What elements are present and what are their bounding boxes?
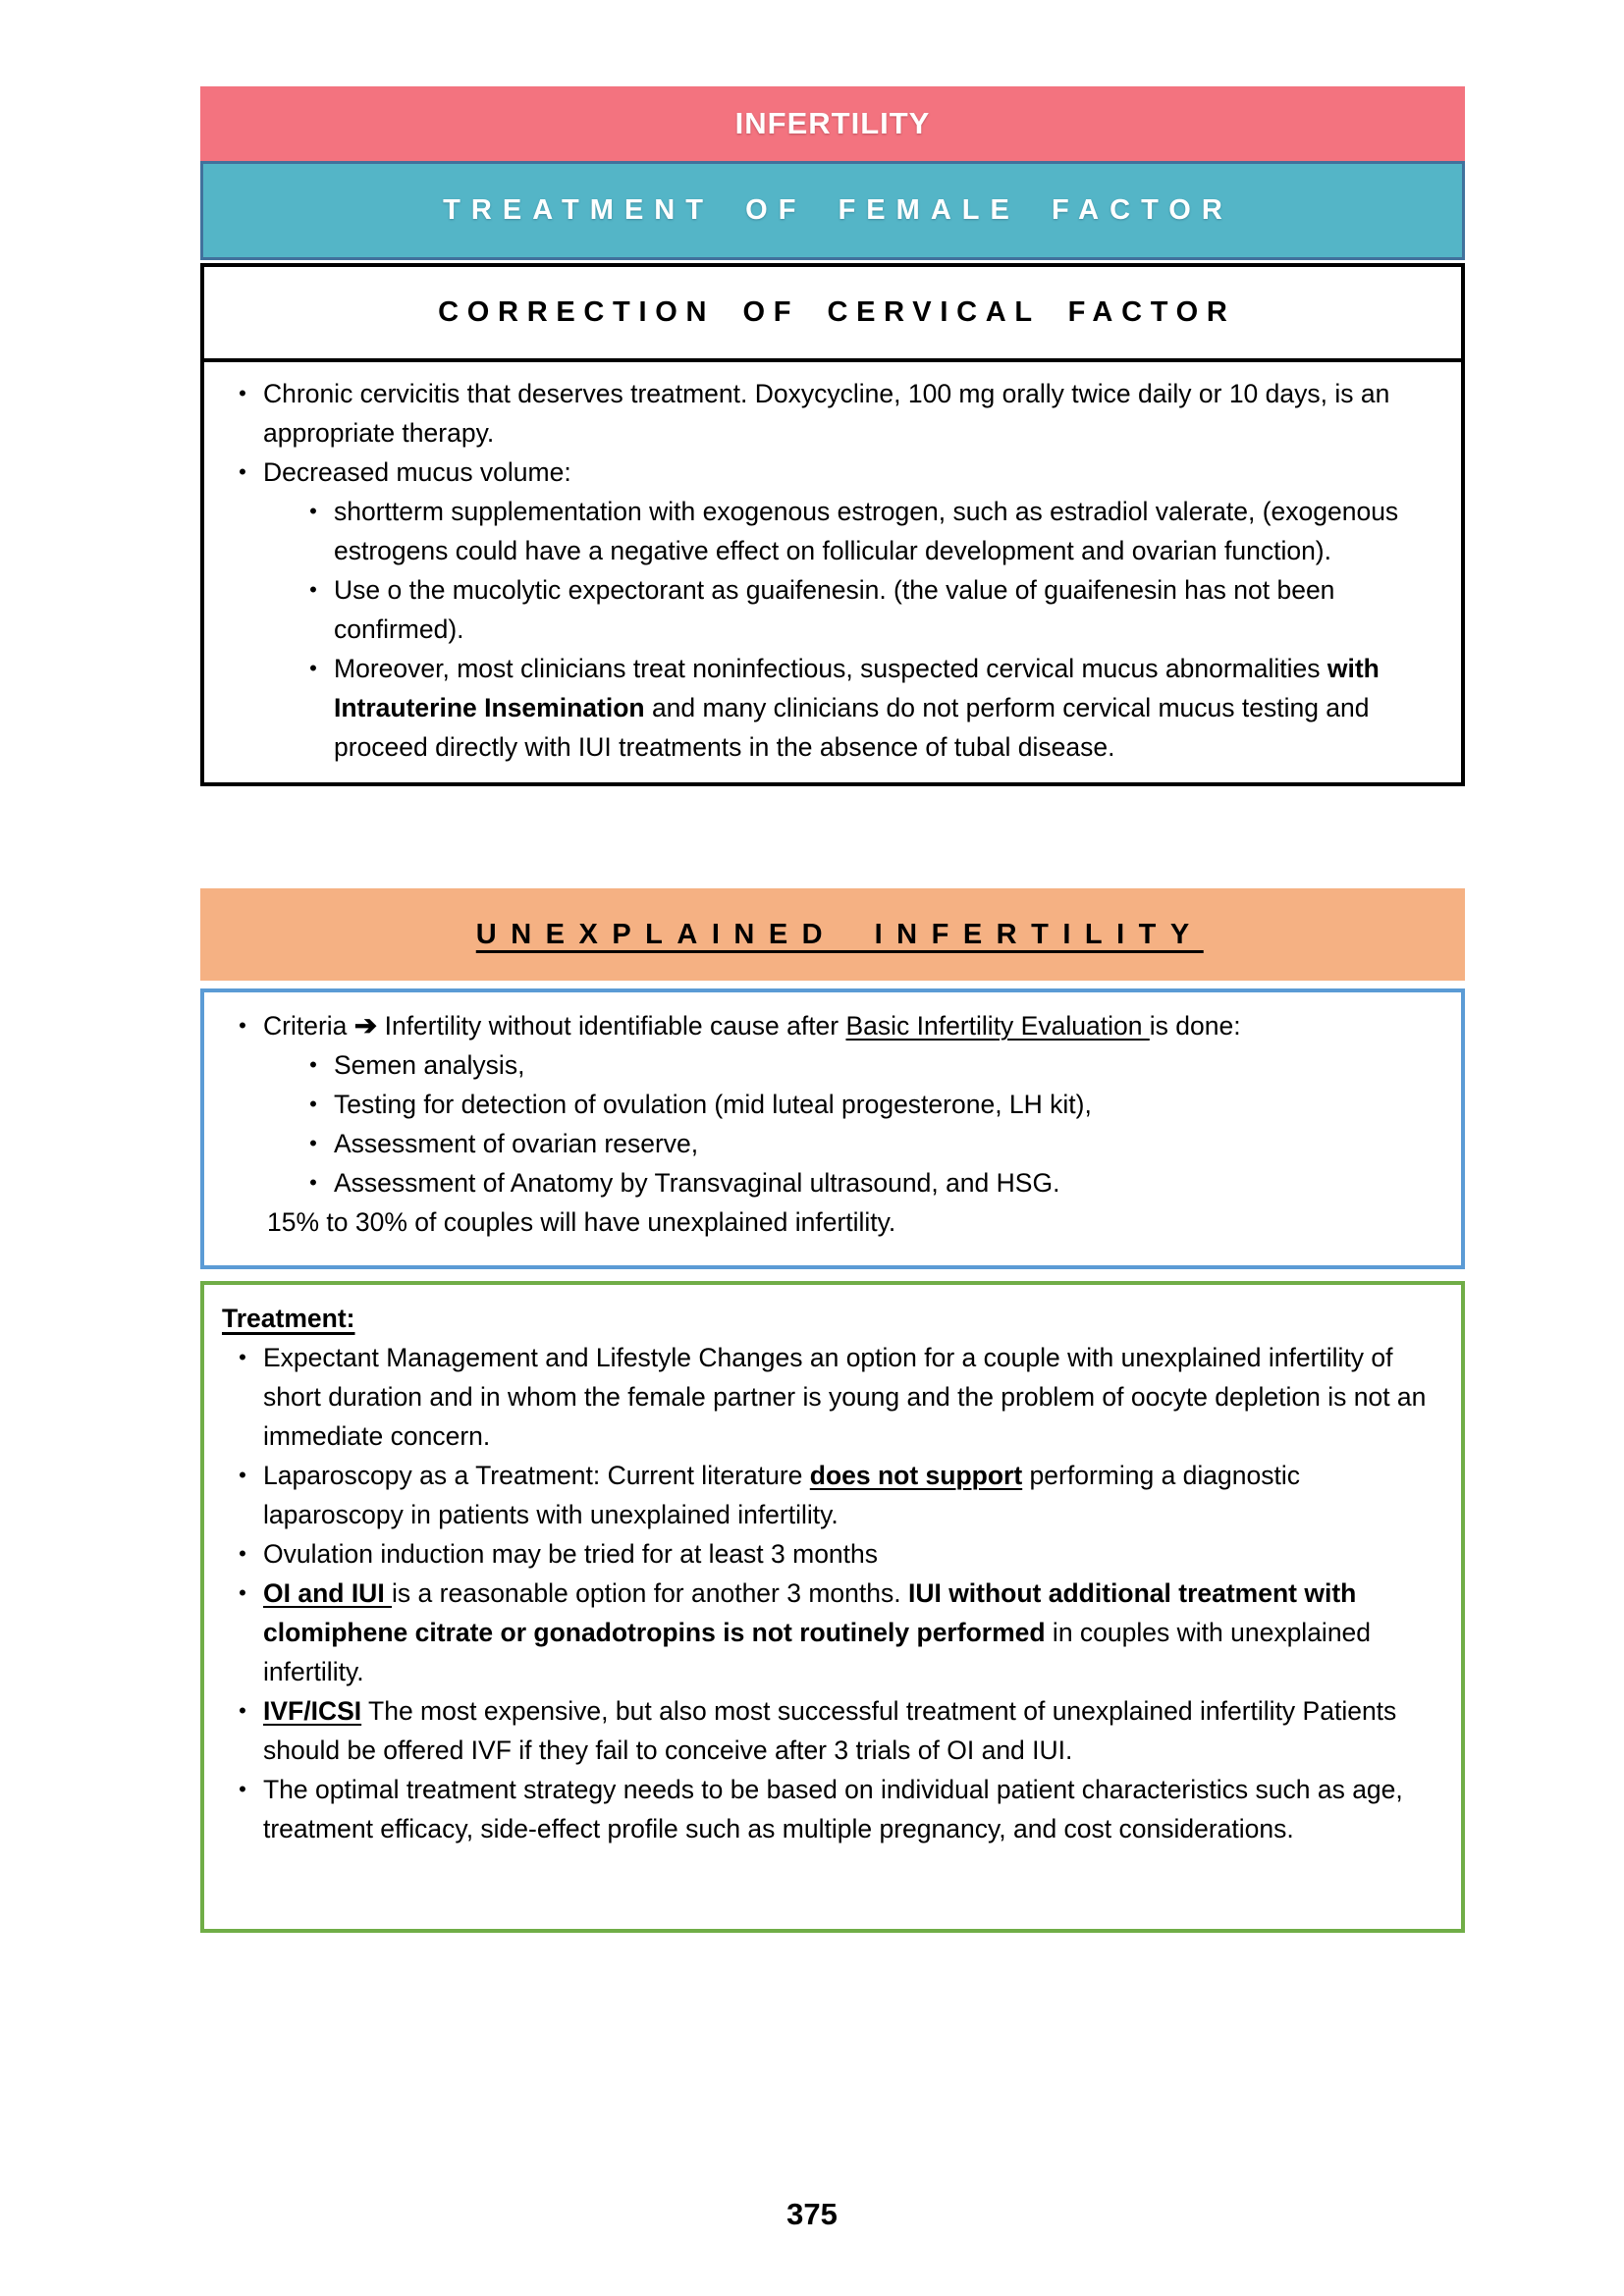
bullet-item-laparoscopy [222,1456,1435,1534]
text-run: is a reasonable option for another 3 months. [392,1578,908,1608]
bullet-icon: • [309,1052,317,1077]
bullet-icon: • [239,1541,246,1566]
text-run: Infertility without identifiable cause after [377,1011,846,1041]
page-number: 375 [786,2197,838,2231]
banner-treatment-of-female-factor [200,161,1465,260]
text-run-bold-underline: OI and IUI [263,1578,393,1608]
text-run: Laparoscopy as a Treatment: Current literature [263,1461,810,1490]
bullet-text: Testing for detection of ovulation (mid luteal progesterone, LH kit), [334,1090,1092,1119]
banner-unexplained-infertility [200,888,1465,981]
bullet-item-expectant-management [222,1338,1435,1456]
text-run: in couples with unexplained infertility. [263,1618,1372,1686]
bullet-item-semen-analysis [293,1045,1435,1085]
banner-unexplained-infertility-label: UNEXPLAINED INFERTILITY [475,918,1204,950]
criteria-note: 15% to 30% of couples will have unexplained infertility. [267,1207,896,1237]
bullet-icon: • [239,381,246,405]
bullet-item-ovarian-reserve [293,1124,1435,1163]
bullet-text: The optimal treatment strategy needs to be based on individual patient characteristics such as age, treatment efficacy, side-effect profile such as multiple pregnancy, and cost considerations. [263,1775,1403,1843]
bullet-item-ovulation-testing [293,1085,1435,1124]
bullet-icon: • [309,656,317,680]
text-run-bold: IUI without additional treatment with clomiphene citrate or gonadotropins is not routinely performed [263,1578,1357,1647]
bullet-text: Ovulation induction may be tried for at least 3 months [263,1539,879,1569]
section-cervical-content [204,362,1461,782]
text-run-bold: with Intrauterine Insemination [334,654,1380,722]
bullet-item-ivf-icsi [222,1691,1435,1770]
bullet-item-shortterm-estrogen [293,492,1435,570]
section-cervical-title-row [204,267,1461,362]
bullet-item-optimal-strategy [222,1770,1435,1848]
bullet-item-moreover-iui [293,649,1435,767]
bullet-item-mucolytic-guaifenesin [293,570,1435,649]
bullet-icon: • [309,577,317,602]
text-run: is done: [1149,1011,1241,1041]
section-cervical-title: CORRECTION OF CERVICAL FACTOR [438,296,1236,328]
text-run: and many clinicians do not perform cervical mucus testing and proceed directly with IUI treatments in the absence of tubal disease. [334,693,1370,762]
bullet-text [263,1691,1435,1770]
text-run-bold-underline: does not support [809,1461,1023,1490]
bullet-item-ovulation-induction [222,1534,1435,1574]
text-run-underline: Basic Infertility Evaluation [845,1011,1150,1041]
banner-infertility [200,86,1465,161]
bullet-text: Chronic cervicitis that deserves treatment. Doxycycline, 100 mg orally twice daily or 10 days, is an appropriate therapy. [263,379,1390,448]
bullet-icon: • [239,1777,246,1801]
text-run: Criteria [263,1011,354,1041]
text-run: performing a diagnostic laparoscopy in patients with unexplained infertility. [263,1461,1301,1529]
bullet-text [263,1006,1435,1045]
text-run: The most expensive, but also most successful treatment of unexplained infertility Patients should be offered IVF if they fail to conceive after 3 trials of OI and IUI. [263,1696,1397,1765]
bullet-text: Decreased mucus volume: [263,457,571,487]
banner-treatment-of-female-factor-label: TREATMENT OF FEMALE FACTOR [443,194,1233,226]
bullet-text [263,1574,1435,1691]
treatment-heading: Treatment: [222,1304,355,1333]
section-treatment [200,1281,1465,1933]
bullet-icon: • [239,1463,246,1487]
bullet-icon: • [239,1345,246,1369]
bullet-item-decreased-mucus [222,453,1435,492]
bullet-icon: • [239,1580,246,1605]
bullet-item-criteria [222,1006,1435,1045]
bullet-icon: • [309,1170,317,1195]
bullet-icon: • [239,459,246,484]
bullet-text: Assessment of ovarian reserve, [334,1129,699,1158]
bullet-item-chronic-cervicitis [222,374,1435,453]
bullet-icon: • [309,1131,317,1155]
section-cervical-factor [200,263,1465,786]
banner-infertility-label: INFERTILITY [734,106,931,140]
bullet-text: Semen analysis, [334,1050,525,1080]
bullet-item-oi-and-iui [222,1574,1435,1691]
bullet-item-anatomy-assessment [293,1163,1435,1202]
bullet-text: shortterm supplementation with exogenous estrogen, such as estradiol valerate, (exogenous estrogens could have a negative effect on follicular development and ovarian function). [334,497,1399,565]
bullet-icon: • [239,1013,246,1038]
bullet-icon: • [309,1092,317,1116]
right-arrow-icon: ➔ [353,1010,378,1041]
bullet-icon: • [309,499,317,523]
text-run-bold-underline: IVF/ICSI [263,1696,362,1726]
bullet-text: Assessment of Anatomy by Transvaginal ultrasound, and HSG. [334,1168,1060,1198]
bullet-text: Use o the mucolytic expectorant as guaifenesin. (the value of guaifenesin has not been confirmed). [334,575,1335,644]
bullet-text [334,649,1435,767]
bullet-icon: • [239,1698,246,1723]
text-run: Moreover, most clinicians treat noninfectious, suspected cervical mucus abnormalities [334,654,1327,683]
bullet-text: Expectant Management and Lifestyle Changes an option for a couple with unexplained infertility of short duration and in whom the female partner is young and the problem of oocyte depletion is not an immediate concern. [263,1343,1427,1451]
section-criteria [200,988,1465,1269]
bullet-text [263,1456,1435,1534]
